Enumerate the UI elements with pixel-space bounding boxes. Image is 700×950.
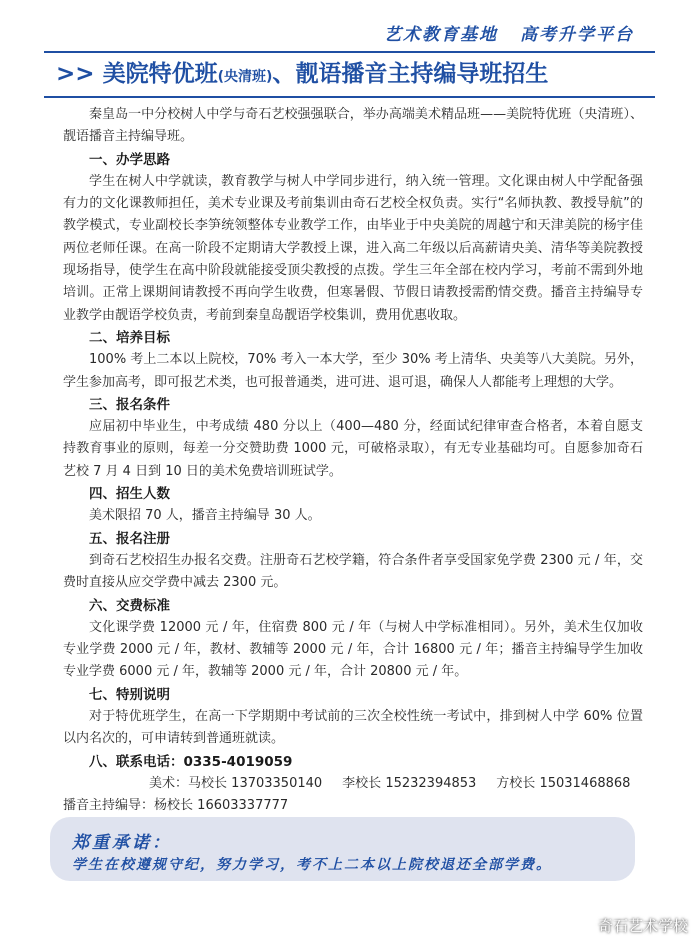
promise-title: 郑重承诺： xyxy=(72,833,172,853)
contact-name: 马校长 xyxy=(188,775,228,791)
section-heading-fees: 六、交费标准 xyxy=(89,597,170,614)
section-body-enrollment: 美术限招 70 人，播音主持编导 30 人。 xyxy=(89,508,321,524)
section-body-registration: 到奇石艺校招生办报名交费。注册奇石艺校学籍，符合条件者享受国家免学费 2300 元 / 年，交费时直接从应交学费中减去 2300 元。 xyxy=(63,552,643,591)
section-heading-registration: 五、报名注册 xyxy=(89,530,170,547)
contact-row-art xyxy=(63,773,643,795)
section-heading-philosophy: 一、办学思路 xyxy=(89,151,170,168)
contact-phone[interactable]: 15031468868 xyxy=(539,775,631,791)
section-body-requirements: 应届初中毕业生，中考成绩 480 分以上（400—480 分，经面试纪律审查合格者，本着自愿支持教育事业的原则，每差一分交赞助费 1000 元，可破格录取），有无专业基础均可。自愿参加奇石艺校 7 月 4 日到 10 日的美术免费培训班试学。 xyxy=(63,419,643,479)
section-body-philosophy: 学生在树人中学就读，教育教学与树人中学同步进行，纳入统一管理。文化课由树人中学配备强有力的文化课教师担任，美术专业课及考前集训由奇石艺校全权负责。实行“名师执教、教授导航”的教学模式，专业副校长李笋统领整体专业教学工作，由毕业于中央美院的周越宁和天津美院的杨宇佳两位老师任课。在高一阶段不定期请大学教授上课，进入高二年级以后高薪请央美、清华等美院教授现场指导，使学生在高中阶段就能接受顶尖教授的点拨。学生三年全部在校内学习，考前不需到外地培训。正常上课期间请教授不再向学生收费，但寒暑假、节假日请教授需酌情交费。播音主持编导专业教学由靓语学校负责，考前到秦皇岛靓语学校集训，费用优惠收取。 xyxy=(63,173,643,323)
page-title xyxy=(56,57,548,94)
watermark xyxy=(574,915,688,938)
title-small: (央清班) xyxy=(217,69,273,85)
intro-paragraph: 秦皇岛一中分校树人中学与奇石艺校强强联合，举办高端美术精品班——美院特优班（央清班）、靓语播音主持编导班。 xyxy=(63,107,643,145)
section-heading-contact: 八、联系电话：0335-4019059 xyxy=(89,753,293,770)
contact-phone[interactable]: 16603337777 xyxy=(197,798,289,814)
section-body-notes: 对于特优班学生，在高一下学期期中考试前的三次全校性统一考试中，排到树人中学 60% 位置以内名次的，可申请转到普通班就读。 xyxy=(63,709,643,747)
watermark-text: 奇石艺术学校 xyxy=(597,917,688,935)
contact-person xyxy=(496,776,630,791)
section-heading-goals: 二、培养目标 xyxy=(89,329,170,346)
wechat-icon xyxy=(574,917,594,938)
title-prefix: >> xyxy=(56,61,103,87)
tagline-exam-platform: 高考升学平台 xyxy=(520,25,634,45)
section-heading-enrollment: 四、招生人数 xyxy=(89,486,170,503)
title-rule-top xyxy=(44,51,655,53)
section-heading-notes: 七、特别说明 xyxy=(89,686,170,703)
contact-name: 李校长 xyxy=(342,775,382,791)
contact-person xyxy=(188,776,322,791)
section-body-fees: 文化课学费 12000 元 / 年，住宿费 800 元 / 年（与树人中学标准相同）。另外，美术生仅加收专业学费 2000 元 / 年，教材、教辅等 2000 元 / 年，合计 16800 元 / 年；播音主持编导学生加收专业学费 6000 元 / 年，教辅等 2000 元 / 年，合计 20800 元 / 年。 xyxy=(63,619,643,680)
contact-art-label: 美术： xyxy=(149,775,189,791)
contact-host-label: 播音主持编导： xyxy=(63,798,155,814)
contact-name: 杨校长 xyxy=(154,798,194,814)
title-bar xyxy=(44,40,655,104)
tagline-art-base: 艺术教育基地 xyxy=(384,25,498,45)
contact-row-host xyxy=(63,795,643,817)
section-body-goals: 100% 考上二本以上院校，70% 考入一本大学，至少 30% 考上清华、央美等八大美院。另外，学生参加高考，即可报艺术类，也可报普通类，进可进、退可退，确保人人都能考上理想的大学。 xyxy=(63,352,643,390)
contact-name: 方校长 xyxy=(496,775,536,791)
title-rest: 、靓语播音主持编导班招生 xyxy=(272,61,549,87)
title-rule-bottom xyxy=(44,96,655,98)
contact-person xyxy=(342,776,476,791)
title-main: 美院特优班 xyxy=(102,61,218,87)
promise-text: 学生在校遵规守纪，努力学习，考不上二本以上院校退还全部学费。 xyxy=(72,857,552,873)
promise-box xyxy=(50,817,635,881)
document-body xyxy=(63,104,643,818)
contact-phone[interactable]: 15232394853 xyxy=(385,775,477,791)
section-heading-requirements: 三、报名条件 xyxy=(89,396,170,413)
contact-phone[interactable]: 13703350140 xyxy=(231,775,323,791)
